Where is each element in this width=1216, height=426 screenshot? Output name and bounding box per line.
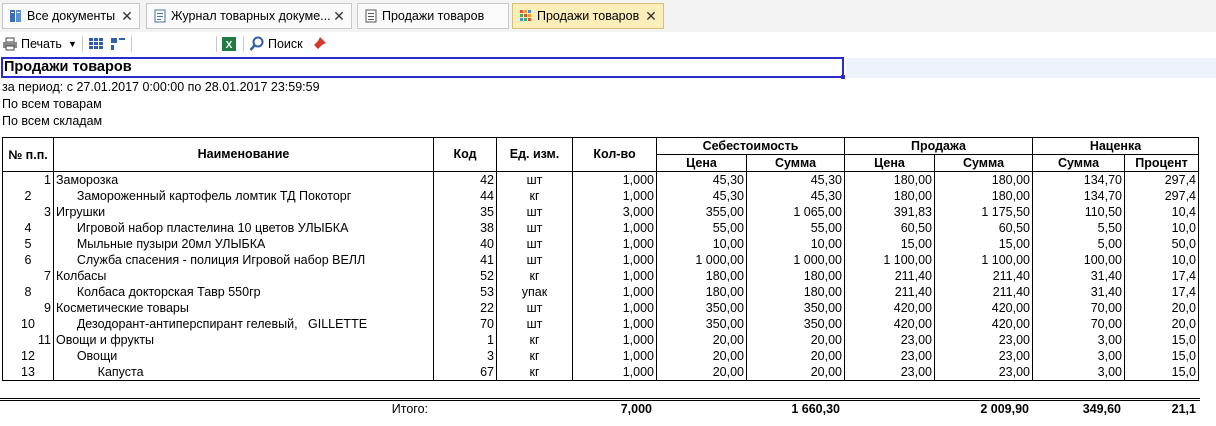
- cell-markup-sum: 70,00: [1033, 300, 1125, 316]
- cell-sale-price: 420,00: [845, 300, 935, 316]
- cell-unit: шт: [497, 204, 573, 220]
- cell-unit: шт: [497, 300, 573, 316]
- cell-sale-sum: 180,00: [935, 172, 1033, 189]
- cell-sale-price: 15,00: [845, 236, 935, 252]
- header-num: № п.п.: [3, 138, 54, 172]
- cell-cost-price: 20,00: [657, 364, 747, 381]
- cell-num: 2: [3, 188, 54, 204]
- totals-qty: 7,000: [620, 402, 652, 416]
- cell-sale-sum: 23,00: [935, 332, 1033, 348]
- header-markup-sum: Сумма: [1033, 155, 1125, 172]
- cell-markup-sum: 110,50: [1033, 204, 1125, 220]
- cell-markup-pct: 10,0: [1125, 252, 1199, 268]
- cell-cost-price: 55,00: [657, 220, 747, 236]
- printer-icon: [2, 37, 18, 51]
- totals-markup-percent: 21,1: [1171, 402, 1196, 416]
- toolbar-separator: [131, 36, 132, 52]
- cell-qty: 1,000: [573, 348, 657, 364]
- cell-cost-price: 1 000,00: [657, 252, 747, 268]
- header-qty: Кол-во: [573, 138, 657, 172]
- cell-num: 8: [3, 284, 54, 300]
- header-markup: Наценка: [1033, 138, 1199, 155]
- cell-unit: шт: [497, 316, 573, 332]
- cell-code: 40: [434, 236, 497, 252]
- cell-sale-price: 180,00: [845, 172, 935, 189]
- cell-num: 1: [3, 172, 54, 189]
- cell-cost-price: 350,00: [657, 316, 747, 332]
- table-row[interactable]: [3, 204, 1199, 220]
- cell-code: 53: [434, 284, 497, 300]
- cell-num: 4: [3, 220, 54, 236]
- resize-handle[interactable]: [841, 75, 845, 79]
- cell-markup-sum: 5,00: [1033, 236, 1125, 252]
- cell-sale-sum: 15,00: [935, 236, 1033, 252]
- table-row[interactable]: [3, 348, 1199, 364]
- cell-code: 41: [434, 252, 497, 268]
- cell-num: 3: [3, 204, 54, 220]
- report-period: за период: с 27.01.2017 0:00:00 по 28.01.2017 23:59:59: [2, 80, 320, 94]
- header-cost: Себестоимость: [657, 138, 845, 155]
- cell-code: 70: [434, 316, 497, 332]
- cell-markup-pct: 10,0: [1125, 220, 1199, 236]
- totals-cost-sum: 1 660,30: [791, 402, 840, 416]
- cell-sale-price: 180,00: [845, 188, 935, 204]
- cell-markup-sum: 134,70: [1033, 172, 1125, 189]
- cell-sale-price: 211,40: [845, 268, 935, 284]
- cell-markup-pct: 10,4: [1125, 204, 1199, 220]
- cell-cost-price: 20,00: [657, 332, 747, 348]
- table-row[interactable]: [3, 172, 1199, 189]
- excel-icon: [221, 36, 237, 52]
- cell-num: 7: [3, 268, 54, 284]
- cell-code: 22: [434, 300, 497, 316]
- cell-unit: шт: [497, 220, 573, 236]
- cell-qty: 3,000: [573, 204, 657, 220]
- totals-sale-sum: 2 009,90: [980, 402, 1029, 416]
- table-row[interactable]: [3, 332, 1199, 348]
- report-title: Продажи товаров: [4, 59, 132, 75]
- cell-num: 9: [3, 300, 54, 316]
- search-icon: [249, 36, 265, 52]
- cell-markup-pct: 297,4: [1125, 172, 1199, 189]
- cell-qty: 1,000: [573, 252, 657, 268]
- report-filter-warehouses: По всем складам: [2, 114, 103, 128]
- search-button[interactable]: [249, 34, 303, 54]
- cell-qty: 1,000: [573, 332, 657, 348]
- cell-qty: 1,000: [573, 268, 657, 284]
- table-row[interactable]: [3, 220, 1199, 236]
- cell-markup-pct: 15,0: [1125, 348, 1199, 364]
- cell-name: Колбаса докторская Тавр 550гр: [54, 284, 434, 300]
- cell-name: Мыльные пузыри 20мл УЛЫБКА: [54, 236, 434, 252]
- cell-unit: кг: [497, 188, 573, 204]
- cell-markup-sum: 3,00: [1033, 348, 1125, 364]
- table-row[interactable]: [3, 268, 1199, 284]
- totals-label: Итого:: [391, 402, 428, 416]
- cell-sale-price: 420,00: [845, 316, 935, 332]
- cell-unit: шт: [497, 252, 573, 268]
- header-code: Код: [434, 138, 497, 172]
- cell-name: Заморозка: [54, 172, 434, 189]
- search-label: Поиск: [268, 37, 303, 51]
- cell-qty: 1,000: [573, 220, 657, 236]
- cell-markup-sum: 31,40: [1033, 284, 1125, 300]
- header-name: Наименование: [54, 138, 434, 172]
- report-icon: [364, 9, 378, 23]
- tab-label: Продажи товаров: [537, 9, 640, 23]
- cell-cost-sum: 20,00: [747, 364, 845, 381]
- cell-cost-sum: 180,00: [747, 284, 845, 300]
- cell-qty: 1,000: [573, 188, 657, 204]
- report-title-cell[interactable]: [1, 57, 844, 78]
- chevron-down-icon[interactable]: ▼: [67, 39, 77, 49]
- cell-cost-sum: 10,00: [747, 236, 845, 252]
- cell-cost-price: 45,30: [657, 188, 747, 204]
- sales-table: [2, 137, 1199, 381]
- cell-sale-price: 211,40: [845, 284, 935, 300]
- table-row[interactable]: [3, 364, 1199, 381]
- header-cost-sum: Сумма: [747, 155, 845, 172]
- cell-cost-price: 355,00: [657, 204, 747, 220]
- cell-cost-sum: 1 000,00: [747, 252, 845, 268]
- cell-sale-price: 391,83: [845, 204, 935, 220]
- cell-cost-sum: 1 065,00: [747, 204, 845, 220]
- toolbar-separator: [82, 36, 83, 52]
- cell-code: 67: [434, 364, 497, 381]
- cell-num: 11: [3, 332, 54, 348]
- cell-unit: кг: [497, 268, 573, 284]
- tab-sales-report-active[interactable]: [512, 3, 664, 29]
- tab-label: Журнал товарных докуме...: [171, 9, 331, 23]
- cell-sale-sum: 420,00: [935, 300, 1033, 316]
- table-body: [3, 172, 1199, 381]
- cell-sale-sum: 180,00: [935, 188, 1033, 204]
- report-area: [0, 56, 1216, 426]
- page-view-button[interactable]: [110, 34, 126, 54]
- header-cost-price: Цена: [657, 155, 747, 172]
- toolbar-separator: [216, 36, 217, 52]
- close-icon[interactable]: ✕: [121, 7, 133, 24]
- cell-cost-sum: 20,00: [747, 348, 845, 364]
- tab-label: Продажи товаров: [382, 9, 485, 23]
- tab-bar: [0, 0, 1216, 33]
- cell-sale-sum: 1 175,50: [935, 204, 1033, 220]
- cell-cost-sum: 45,30: [747, 188, 845, 204]
- cell-markup-pct: 20,0: [1125, 300, 1199, 316]
- cell-markup-sum: 134,70: [1033, 188, 1125, 204]
- cell-markup-pct: 50,0: [1125, 236, 1199, 252]
- totals-divider: [0, 400, 1200, 401]
- table-row[interactable]: [3, 188, 1199, 204]
- export-excel-button[interactable]: [221, 34, 237, 54]
- cell-cost-sum: 180,00: [747, 268, 845, 284]
- cell-sale-price: 23,00: [845, 332, 935, 348]
- cell-sale-sum: 23,00: [935, 348, 1033, 364]
- grid-icon: [88, 37, 104, 51]
- cell-cost-price: 45,30: [657, 172, 747, 189]
- cell-sale-price: 1 100,00: [845, 252, 935, 268]
- cell-name: Овощи: [54, 348, 434, 364]
- cell-markup-pct: 297,4: [1125, 188, 1199, 204]
- cell-unit: шт: [497, 236, 573, 252]
- header-sale-sum: Сумма: [935, 155, 1033, 172]
- cell-code: 42: [434, 172, 497, 189]
- header-markup-percent: Процент: [1125, 155, 1199, 172]
- tab-sales-report[interactable]: [357, 3, 509, 29]
- cell-cost-price: 180,00: [657, 268, 747, 284]
- documents-icon: [9, 9, 23, 23]
- table-row[interactable]: [3, 300, 1199, 316]
- cell-sale-sum: 211,40: [935, 268, 1033, 284]
- grid-report-icon: [519, 9, 533, 23]
- cell-num: 13: [3, 364, 54, 381]
- cell-name: Игрушки: [54, 204, 434, 220]
- cell-markup-pct: 20,0: [1125, 316, 1199, 332]
- cell-cost-sum: 45,30: [747, 172, 845, 189]
- cell-num: 12: [3, 348, 54, 364]
- close-icon[interactable]: ✕: [645, 7, 657, 24]
- cell-markup-sum: 3,00: [1033, 332, 1125, 348]
- cell-num: 5: [3, 236, 54, 252]
- cell-name: Косметические товары: [54, 300, 434, 316]
- cell-sale-sum: 420,00: [935, 316, 1033, 332]
- cell-unit: кг: [497, 332, 573, 348]
- cell-cost-price: 20,00: [657, 348, 747, 364]
- table-row[interactable]: [3, 316, 1199, 332]
- pin-icon: [311, 36, 327, 52]
- cell-qty: 1,000: [573, 316, 657, 332]
- cell-unit: кг: [497, 364, 573, 381]
- cell-markup-sum: 5,50: [1033, 220, 1125, 236]
- cell-sale-sum: 23,00: [935, 364, 1033, 381]
- cell-code: 44: [434, 188, 497, 204]
- header-sale-price: Цена: [845, 155, 935, 172]
- cell-code: 1: [434, 332, 497, 348]
- print-label: Печать: [21, 37, 62, 51]
- pin-button[interactable]: [311, 34, 327, 54]
- cell-name: Игровой набор пластелина 10 цветов УЛЫБКА: [54, 220, 434, 236]
- cell-markup-sum: 70,00: [1033, 316, 1125, 332]
- cell-num: 6: [3, 252, 54, 268]
- cell-markup-pct: 15,0: [1125, 332, 1199, 348]
- header-unit: Ед. изм.: [497, 138, 573, 172]
- toolbar: [0, 32, 1216, 56]
- journal-icon: [153, 9, 167, 23]
- totals-markup-sum: 349,60: [1082, 402, 1121, 416]
- header-sale: Продажа: [845, 138, 1033, 155]
- cell-name: Овощи и фрукты: [54, 332, 434, 348]
- cell-markup-sum: 100,00: [1033, 252, 1125, 268]
- cell-sale-price: 23,00: [845, 364, 935, 381]
- tab-label: Все документы: [27, 9, 116, 23]
- close-icon[interactable]: ✕: [333, 7, 345, 24]
- cell-sale-sum: 1 100,00: [935, 252, 1033, 268]
- cell-code: 52: [434, 268, 497, 284]
- cell-markup-pct: 17,4: [1125, 284, 1199, 300]
- cell-cost-sum: 55,00: [747, 220, 845, 236]
- report-filter-goods: По всем товарам: [2, 97, 102, 111]
- selection-highlight: [846, 58, 1216, 78]
- cell-qty: 1,000: [573, 284, 657, 300]
- cell-markup-pct: 15,0: [1125, 364, 1199, 381]
- cell-cost-price: 350,00: [657, 300, 747, 316]
- cell-sale-sum: 211,40: [935, 284, 1033, 300]
- cell-sale-sum: 60,50: [935, 220, 1033, 236]
- cell-cost-sum: 350,00: [747, 316, 845, 332]
- cell-cost-price: 10,00: [657, 236, 747, 252]
- page-layout-icon: [110, 37, 126, 51]
- cell-unit: упак: [497, 284, 573, 300]
- table-row[interactable]: [3, 284, 1199, 300]
- cell-name: Капуста: [54, 364, 434, 381]
- cell-cost-price: 180,00: [657, 284, 747, 300]
- cell-qty: 1,000: [573, 172, 657, 189]
- cell-num: 10: [3, 316, 54, 332]
- tab-goods-journal[interactable]: [146, 3, 352, 29]
- table-row[interactable]: [3, 236, 1199, 252]
- print-button[interactable]: [2, 34, 77, 54]
- cell-qty: 1,000: [573, 300, 657, 316]
- cell-markup-sum: 31,40: [1033, 268, 1125, 284]
- cell-sale-price: 60,50: [845, 220, 935, 236]
- cell-name: Колбасы: [54, 268, 434, 284]
- cell-code: 38: [434, 220, 497, 236]
- toolbar-separator: [243, 36, 244, 52]
- tab-all-documents[interactable]: [2, 3, 140, 29]
- cell-name: Дезодорант-антиперспирант гелевый, GILLETTE: [54, 316, 434, 332]
- svg-text:X: X: [225, 40, 233, 51]
- cell-qty: 1,000: [573, 364, 657, 381]
- cell-cost-sum: 20,00: [747, 332, 845, 348]
- cell-code: 35: [434, 204, 497, 220]
- totals-divider: [0, 398, 1200, 399]
- cell-markup-sum: 3,00: [1033, 364, 1125, 381]
- table-row[interactable]: [3, 252, 1199, 268]
- cell-unit: шт: [497, 172, 573, 189]
- cell-code: 3: [434, 348, 497, 364]
- cell-name: Служба спасения - полиция Игровой набор ВЕЛЛ: [54, 252, 434, 268]
- cell-name: Замороженный картофель ломтик ТД Покоторг: [54, 188, 434, 204]
- grid-view-button[interactable]: [88, 34, 104, 54]
- cell-cost-sum: 350,00: [747, 300, 845, 316]
- cell-sale-price: 23,00: [845, 348, 935, 364]
- cell-markup-pct: 17,4: [1125, 268, 1199, 284]
- cell-unit: кг: [497, 348, 573, 364]
- cell-qty: 1,000: [573, 236, 657, 252]
